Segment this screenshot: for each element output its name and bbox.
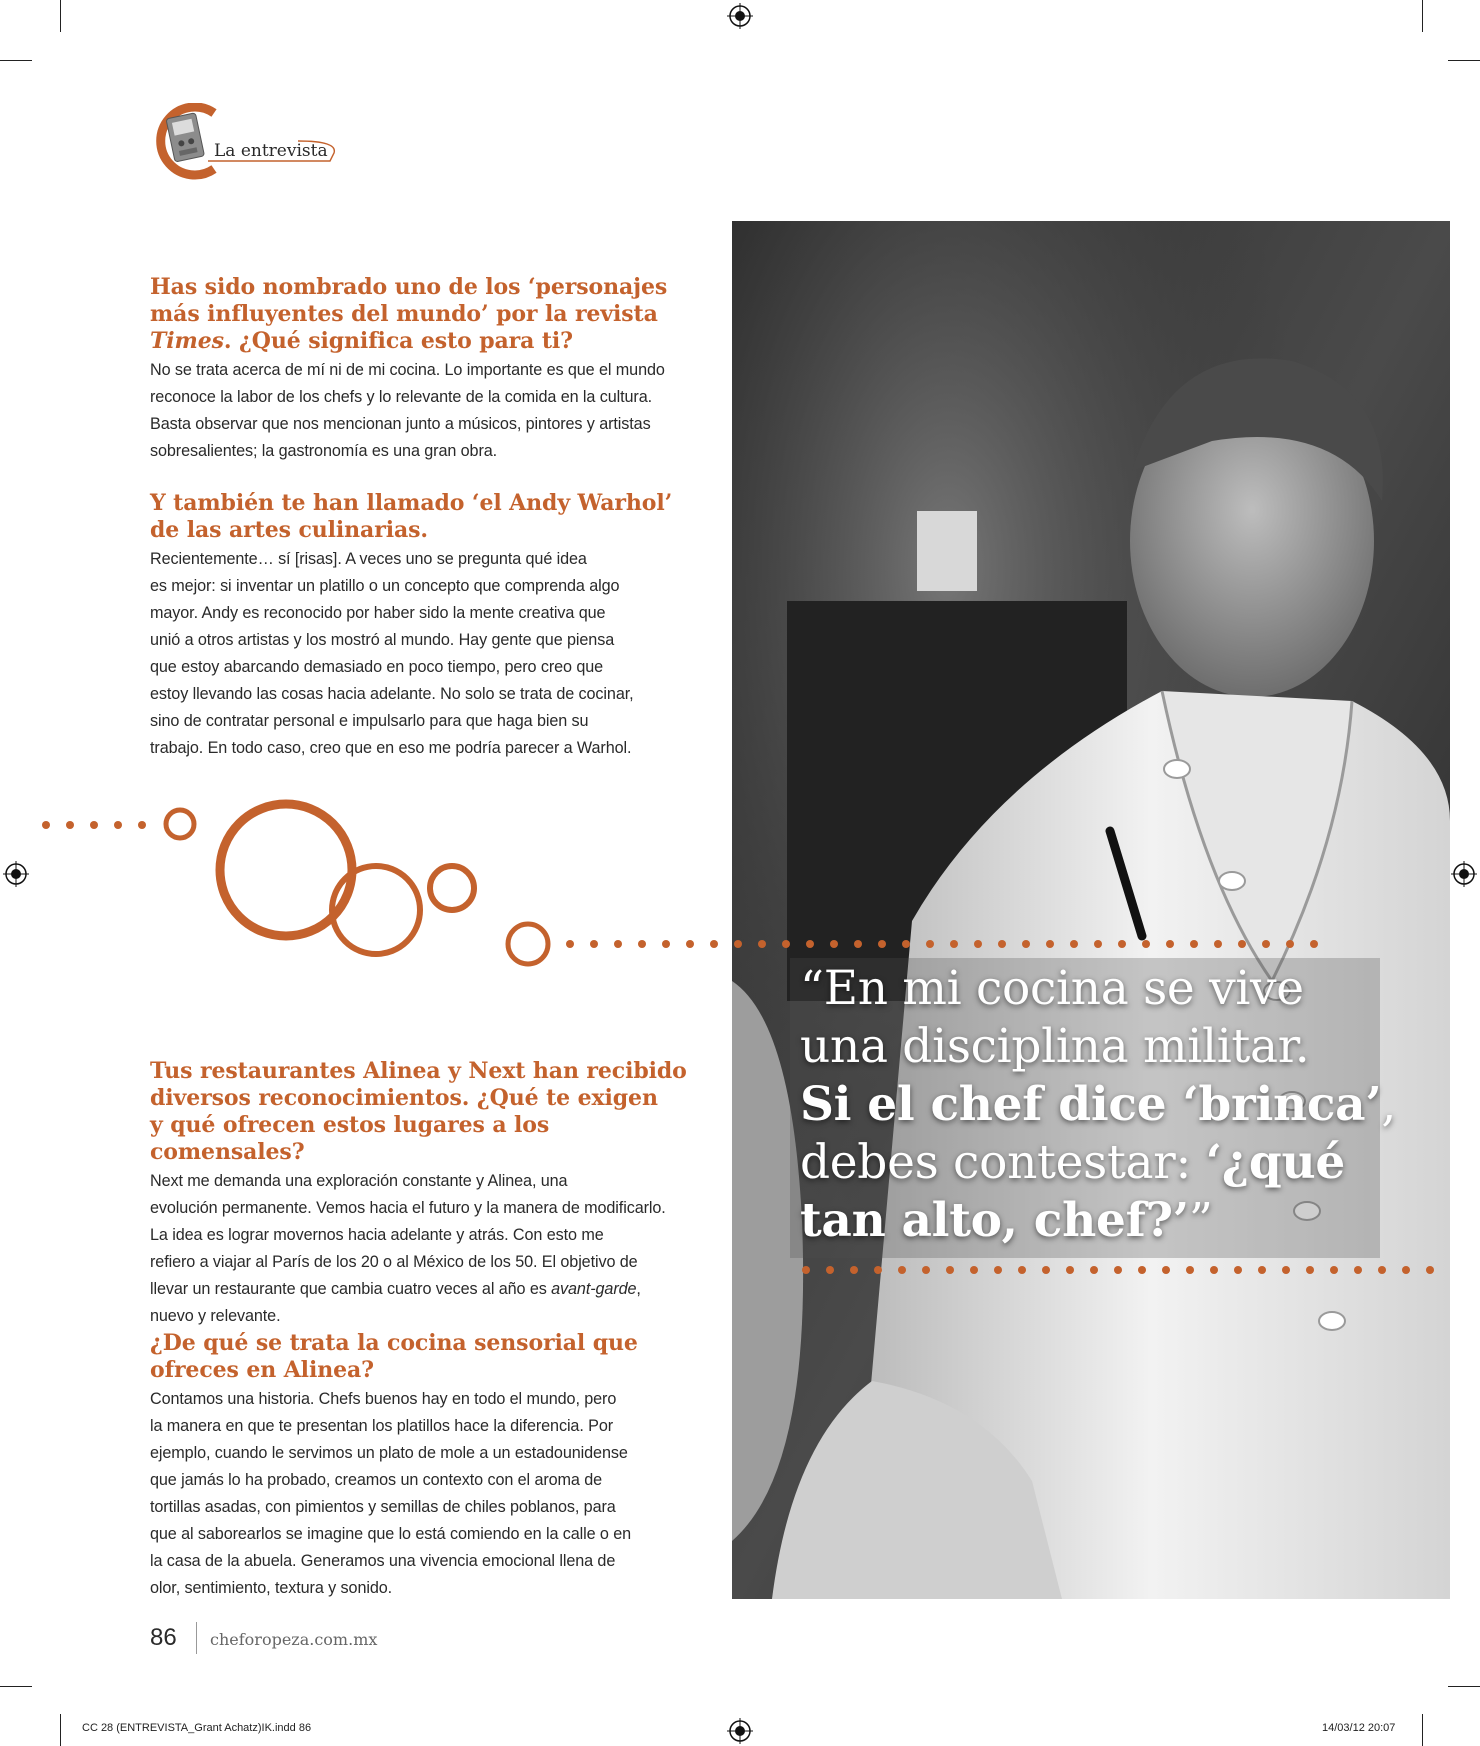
dot bbox=[970, 1266, 978, 1274]
dot bbox=[1066, 1266, 1074, 1274]
footer-url: cheforopeza.com.mx bbox=[210, 1630, 378, 1649]
qa-block-2 bbox=[150, 490, 690, 762]
answer-4: Contamos una historia. Chefs buenos hay en todo el mundo, pero la manera en que te presentan los platillos hace la diferencia. Por ejemplo, cuando le servimos un plato de mole a un estadounidense que jamás lo ha probado, creamos un contexto con el aroma de tortillas asadas, con pimientos y semillas de chiles poblanos, para que al saborearlos se imagine que lo está comiendo en la calle o en la casa de la abuela. Generamos una vivencia emocional llena de olor, sentimiento, textura y sonido. bbox=[150, 1390, 632, 1597]
question-2: Y también te han llamado ‘el Andy Warhol’ de las artes culinarias. bbox=[150, 490, 673, 543]
crop-mark bbox=[1448, 60, 1480, 61]
dots-right bbox=[566, 940, 1318, 948]
crop-mark bbox=[60, 0, 61, 32]
dot bbox=[1210, 1266, 1218, 1274]
crop-mark bbox=[1422, 1714, 1423, 1746]
dot bbox=[1186, 1266, 1194, 1274]
slug-timestamp: 14/03/12 20:07 bbox=[1322, 1722, 1396, 1734]
answer-2: Recientemente… sí [risas]. A veces uno se pregunta qué idea es mejor: si inventar un platillo o un concepto que comprenda algo mayor. Andy es reconocido por haber sido la mente creativa que unió a otros artistas y los mostró al mundo. Hay gente que piensa que estoy abarcando demasiado en poco tiempo, pero creo que estoy llevando las cosas hacia adelante. No solo se trata de cocinar, sino de contratar personal e impulsarlo para que haga bien su trabajo. En todo caso, creo que en eso me podría parecer a Warhol. bbox=[150, 550, 634, 757]
dot bbox=[1234, 1266, 1242, 1274]
dot bbox=[1402, 1266, 1410, 1274]
pull-quote: “En mi cocina se vive una disciplina militar. Si el chef dice ‘brinca’, debes contestar: ‘¿qué tan alto, chef?’” bbox=[800, 961, 1397, 1248]
qa-block-4 bbox=[150, 1330, 690, 1602]
dot bbox=[1018, 1266, 1026, 1274]
registration-mark-icon bbox=[3, 861, 29, 887]
answer-1: No se trata acerca de mí ni de mi cocina. Lo importante es que el mundo reconoce la labor de los chefs y lo relevante de la comida en la cultura. Basta observar que nos mencionan junto a músicos, pintores y artistas sobresalientes; la gastronomía es una gran obra. bbox=[150, 361, 665, 460]
qa-block-3 bbox=[150, 1058, 710, 1330]
dot bbox=[802, 1266, 810, 1274]
dot bbox=[850, 1266, 858, 1274]
qa-block-1 bbox=[150, 274, 690, 465]
dot bbox=[1042, 1266, 1050, 1274]
crop-mark bbox=[1422, 0, 1423, 32]
crop-mark bbox=[1448, 1686, 1480, 1687]
dots-left bbox=[42, 821, 146, 829]
registration-mark-icon bbox=[727, 1718, 753, 1744]
dot bbox=[1258, 1266, 1266, 1274]
crop-mark bbox=[60, 1714, 61, 1746]
question-1: Has sido nombrado uno de los ‘personajes más influyentes del mundo’ por la revista Times. ¿Qué significa esto para ti? bbox=[150, 274, 668, 354]
question-4: ¿De qué se trata la cocina sensorial que ofreces en Alinea? bbox=[150, 1330, 638, 1383]
answer-3: Next me demanda una exploración constante y Alinea, una evolución permanente. Vemos hacia el futuro y la manera de modificarlo. La idea es lograr movernos hacia adelante y atrás. Con esto me refiero a viajar al París de los 20 o al México de los 50. El objetivo de llevar un restaurante que cambia cuatro veces al año es avant-garde, nuevo y relevante. bbox=[150, 1172, 666, 1325]
registration-mark-icon bbox=[727, 3, 753, 29]
dot bbox=[1330, 1266, 1338, 1274]
crop-mark bbox=[0, 60, 32, 61]
dot bbox=[1306, 1266, 1314, 1274]
dot bbox=[898, 1266, 906, 1274]
dot bbox=[826, 1266, 834, 1274]
footer-divider bbox=[196, 1622, 197, 1654]
dot bbox=[874, 1266, 882, 1274]
dot bbox=[946, 1266, 954, 1274]
dot bbox=[1114, 1266, 1122, 1274]
dot bbox=[1426, 1266, 1434, 1274]
section-label: La entrevista bbox=[214, 141, 328, 161]
dot bbox=[1138, 1266, 1146, 1274]
dot bbox=[994, 1266, 1002, 1274]
section-header bbox=[148, 103, 338, 181]
dot bbox=[1090, 1266, 1098, 1274]
dotted-line bbox=[800, 1264, 1450, 1276]
page-number: 86 bbox=[150, 1624, 177, 1651]
dot bbox=[922, 1266, 930, 1274]
dot bbox=[1162, 1266, 1170, 1274]
dot bbox=[1354, 1266, 1362, 1274]
crop-mark bbox=[0, 1686, 32, 1687]
dot bbox=[1282, 1266, 1290, 1274]
dot bbox=[1378, 1266, 1386, 1274]
question-3: Tus restaurantes Alinea y Next han recibido diversos reconocimientos. ¿Qué te exigen y qué ofrecen estos lugares a los comensales? bbox=[150, 1058, 687, 1165]
slug-filename: CC 28 (ENTREVISTA_Grant Achatz)IK.indd 86 bbox=[82, 1722, 312, 1734]
